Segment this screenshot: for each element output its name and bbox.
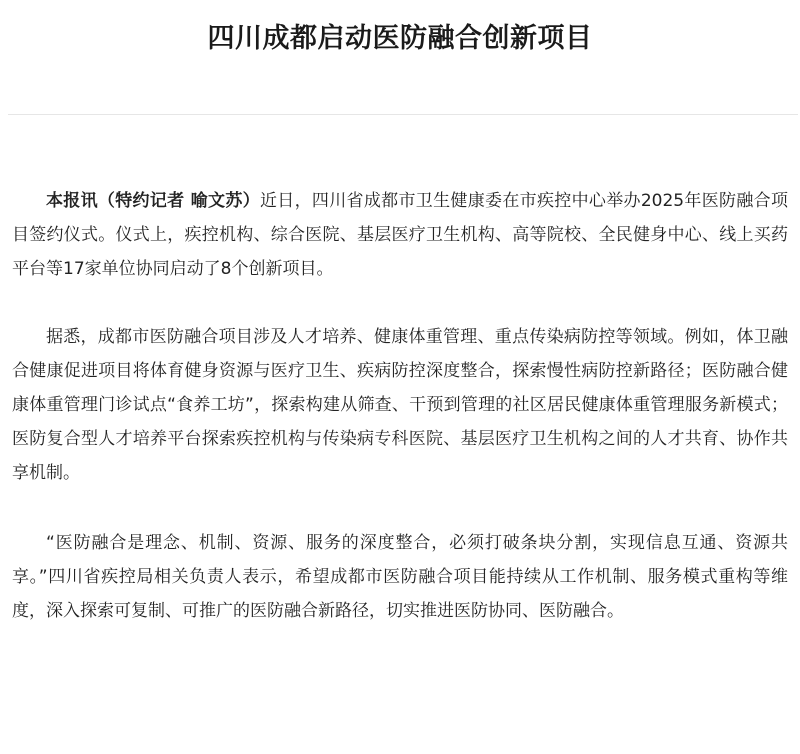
title-divider xyxy=(8,114,798,115)
article-title: 四川成都启动医防融合创新项目 xyxy=(207,23,593,54)
byline: 本报讯（特约记者 喻文苏） xyxy=(46,191,260,211)
article-body xyxy=(12,184,788,662)
paragraph-1-text: 近日，四川省成都市卫生健康委在市疾控中心举办2025年医防融合项目签约仪式。仪式上，疾控机构、综合医院、基层医疗卫生机构、高等院校、全民健身中心、线上买药平台等17家单位协同启动了8个创新项目。 xyxy=(12,191,788,279)
paragraph-3: “医防融合是理念、机制、资源、服务的深度整合，必须打破条块分割，实现信息互通、资源共享。”四川省疾控局相关负责人表示，希望成都市医防融合项目能持续从工作机制、服务模式重构等维度，深入探索可复制、可推广的医防融合新路径，切实推进医防协同、医防融合。 xyxy=(12,533,788,621)
paragraph-2: 据悉，成都市医防融合项目涉及人才培养、健康体重管理、重点传染病防控等领域。例如，体卫融合健康促进项目将体育健身资源与医疗卫生、疾病防控深度整合，探索慢性病防控新路径；医防融合健康体重管理门诊试点“食养工坊”，探索构建从筛查、干预到管理的社区居民健康体重管理服务新模式；医防复合型人才培养平台探索疾控机构与传染病专科医院、基层医疗卫生机构之间的人才共育、协作共享机制。 xyxy=(12,327,788,483)
paragraph-1 xyxy=(12,184,788,286)
